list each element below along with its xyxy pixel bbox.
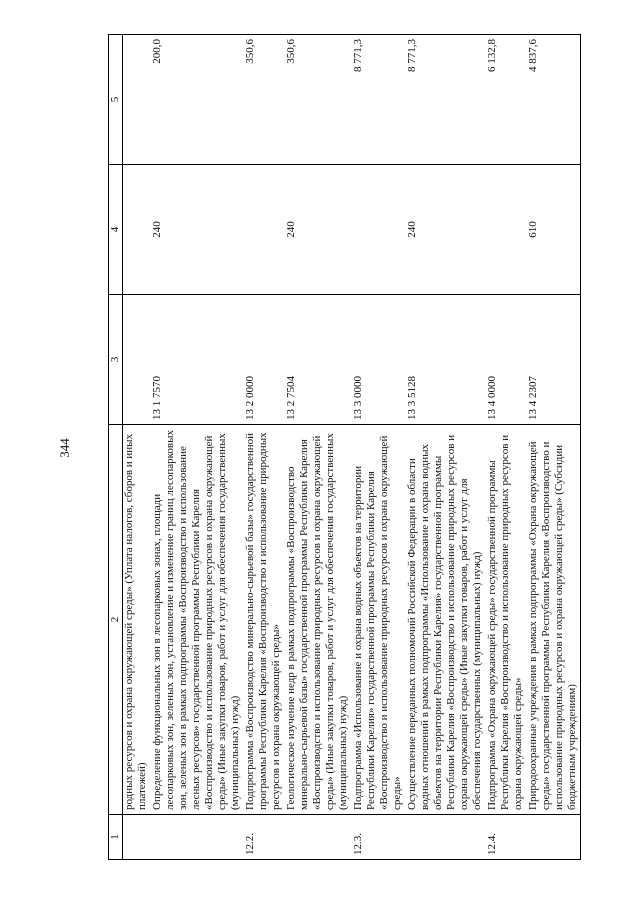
row-type: 240	[284, 165, 351, 295]
rotated-page	[108, 35, 578, 860]
table-row	[123, 35, 151, 860]
row-amount: 200,0	[150, 35, 243, 165]
row-name: Определение функциональных зон в лесопарковых зонах, площади лесопарковых зон, зеленых зон, установление и изменение границ лесопарковых зон, зеленых зон в рамках подпрограммы «Воспроизводство и использование лесных ресурсов» государственной программы Республики Карелия «Воспроизводство и использование природных ресурсов и охрана окружающей среды» (Иные закупки товаров, работ и услуг для обеспечения государственных (муниципальных) нужд)	[150, 425, 243, 815]
row-type: 240	[150, 165, 243, 295]
table-row	[405, 35, 485, 860]
row-code: 13 1 7570	[150, 295, 243, 425]
row-type	[243, 165, 284, 295]
row-code: 13 3 0000	[351, 295, 405, 425]
row-type: 240	[405, 165, 485, 295]
row-amount	[123, 35, 151, 165]
row-code: 13 2 0000	[243, 295, 284, 425]
row-name: Подпрограмма «Охрана окружающей среды» государственной программы Республики Карелия «Воспроизводство и использование природных ресурсов и охрана окружающей среды»	[485, 425, 526, 815]
row-number	[150, 815, 243, 860]
row-type: 610	[526, 165, 581, 295]
row-name: Природоохранные учреждения в рамках подпрограммы «Охрана окружающей среды» государственной программы Республики Карелия «Воспроизводство и использование природных ресурсов и охрана окружающей среды» (Субсидии бюджетным учреждениям)	[526, 425, 581, 815]
column-header: 5	[109, 35, 123, 165]
column-header: 3	[109, 295, 123, 425]
column-header: 4	[109, 165, 123, 295]
row-number	[123, 815, 151, 860]
table-header-row	[109, 35, 123, 860]
row-amount: 350,6	[284, 35, 351, 165]
table-row	[351, 35, 405, 860]
row-number	[526, 815, 581, 860]
row-name: Подпрограмма «Воспроизводство минерально-сырьевой базы» государственной программы Республики Карелия «Воспроизводство и использование природных ресурсов и охрана окружающей среды»	[243, 425, 284, 815]
table-row	[243, 35, 284, 860]
row-number: 12.4.	[485, 815, 526, 860]
row-name: Подпрограмма «Использование и охрана водных объектов на территории Республики Карелия» государственной программы Республики Карелия «Воспроизводство и использование природных ресурсов и охрана окружающей среды»	[351, 425, 405, 815]
row-amount: 8 771,3	[405, 35, 485, 165]
column-header: 2	[109, 425, 123, 815]
budget-table	[108, 34, 581, 860]
row-amount: 4 837,6	[526, 35, 581, 165]
row-type	[123, 165, 151, 295]
row-name: Геологическое изучение недр в рамках подпрограммы «Воспроизводство минерально-сырьевой базы» государственной программы Республики Карелия «Воспроизводство и использование природных ресурсов и охрана окружающей среды» (Иные закупки товаров, работ и услуг для обеспечения государственных (муниципальных) нужд)	[284, 425, 351, 815]
row-code: 13 2 7504	[284, 295, 351, 425]
row-code: 13 4 2307	[526, 295, 581, 425]
page-number: 344	[57, 438, 72, 458]
row-amount: 350,6	[243, 35, 284, 165]
table-row	[150, 35, 243, 860]
table-row	[284, 35, 351, 860]
row-code	[123, 295, 151, 425]
table-row	[526, 35, 581, 860]
row-code: 13 4 0000	[485, 295, 526, 425]
table-row	[485, 35, 526, 860]
row-number: 12.3.	[351, 815, 405, 860]
row-number	[405, 815, 485, 860]
row-type	[351, 165, 405, 295]
row-number: 12.2.	[243, 815, 284, 860]
row-name: родных ресурсов и охрана окружающей среды» (Уплата налогов, сборов и иных платежей)	[123, 425, 151, 815]
row-name: Осуществление переданных полномочий Российской Федерации в области водных отношений в рамках подпрограммы «Использование и охрана водных объектов на территории Республики Карелия» государственной программы Республики Карелия «Воспроизводство и использование природных ресурсов и охрана окружающей среды» (Иные закупки товаров, работ и услуг для обеспечения государственных (муниципальных) нужд)	[405, 425, 485, 815]
row-type	[485, 165, 526, 295]
row-amount: 6 132,8	[485, 35, 526, 165]
row-number	[284, 815, 351, 860]
column-header: 1	[109, 815, 123, 860]
row-code: 13 3 5128	[405, 295, 485, 425]
row-amount: 8 771,3	[351, 35, 405, 165]
